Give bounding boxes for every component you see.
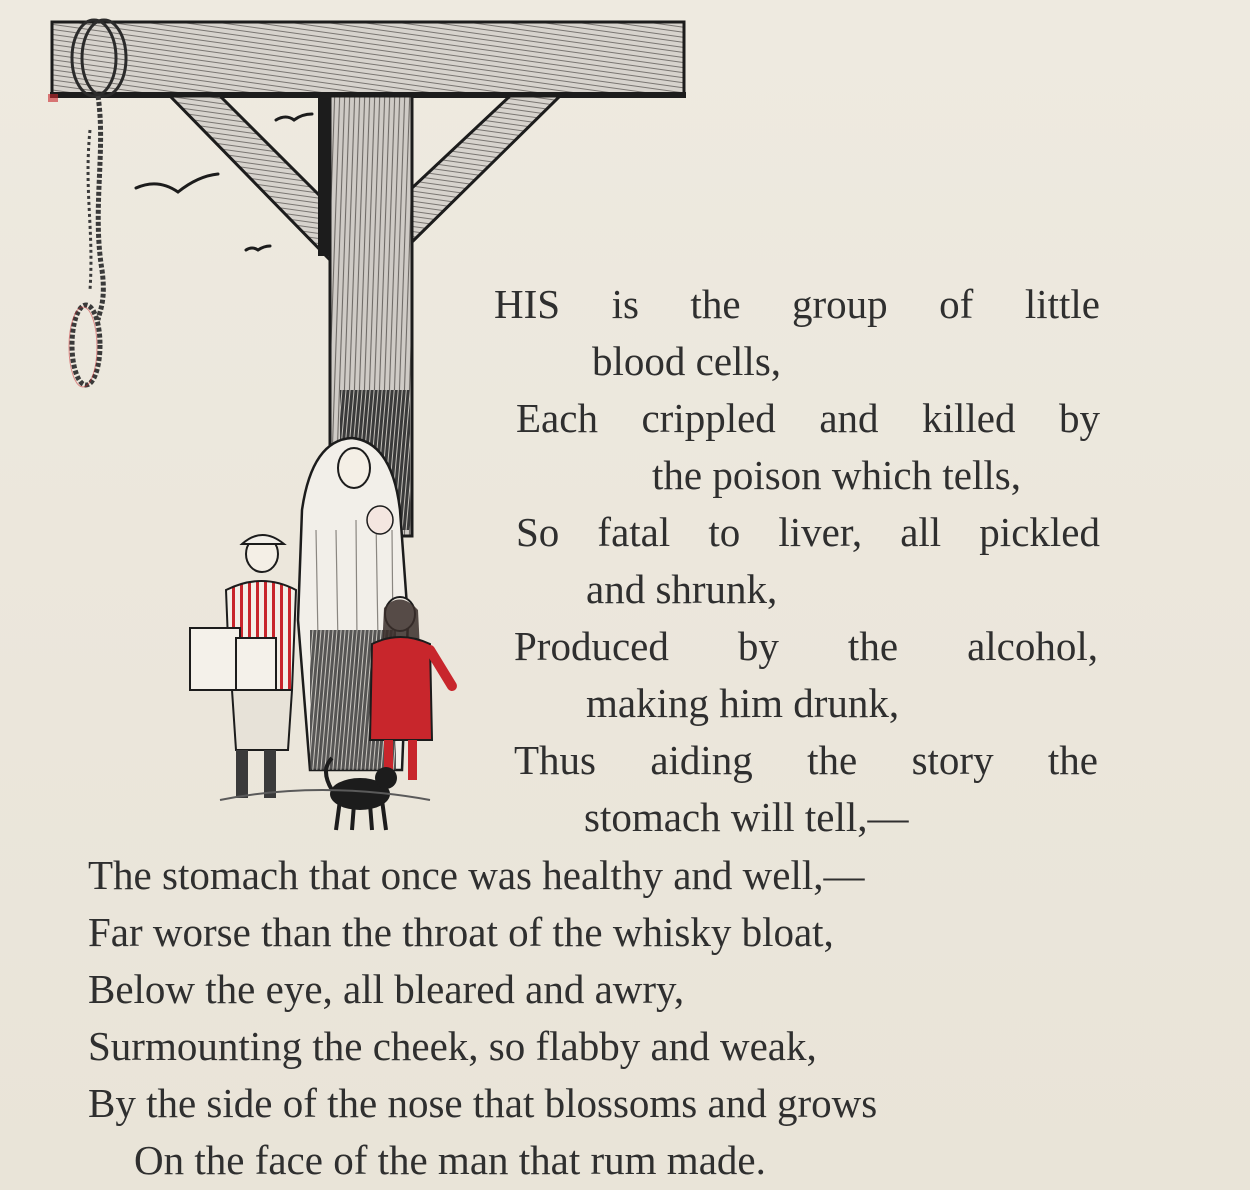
poem-line-10: stomach will tell,— bbox=[584, 794, 909, 840]
boy-figure bbox=[190, 535, 296, 798]
poem-line-9 bbox=[514, 737, 1098, 783]
poem-line-16: On the face of the man that rum made. bbox=[134, 1137, 766, 1183]
poem-line-7 bbox=[514, 623, 1098, 669]
poem-line-5-text: So fatal to liver, all pickled bbox=[516, 509, 1100, 555]
poem-line-2: blood cells, bbox=[592, 338, 782, 384]
poem-line-12: Far worse than the throat of the whisky bloat, bbox=[88, 909, 834, 955]
poem-line-1-text: HIS is the group of little bbox=[494, 281, 1100, 327]
poem-line-13: Below the eye, all bleared and awry, bbox=[88, 966, 685, 1012]
poem-line-11: The stomach that once was healthy and well,— bbox=[88, 852, 865, 898]
poem-line-1 bbox=[494, 281, 1100, 327]
ground bbox=[220, 790, 430, 800]
gallows-beam bbox=[48, 22, 686, 102]
poem-line-15: By the side of the nose that blossoms and grows bbox=[88, 1080, 878, 1126]
poem-line-4: the poison which tells, bbox=[652, 452, 1021, 498]
poem-line-7-text: Produced by the alcohol, bbox=[514, 623, 1098, 669]
poem-line-3 bbox=[516, 395, 1100, 441]
poem-line-5 bbox=[516, 509, 1100, 555]
poem-line-9-text: Thus aiding the story the bbox=[514, 737, 1098, 783]
poem-line-8: making him drunk, bbox=[586, 680, 900, 726]
poem-line-14: Surmounting the cheek, so flabby and weak, bbox=[88, 1023, 817, 1069]
poem-line-6: and shrunk, bbox=[586, 566, 778, 612]
poem-line-3-text: Each crippled and killed by bbox=[516, 395, 1100, 441]
